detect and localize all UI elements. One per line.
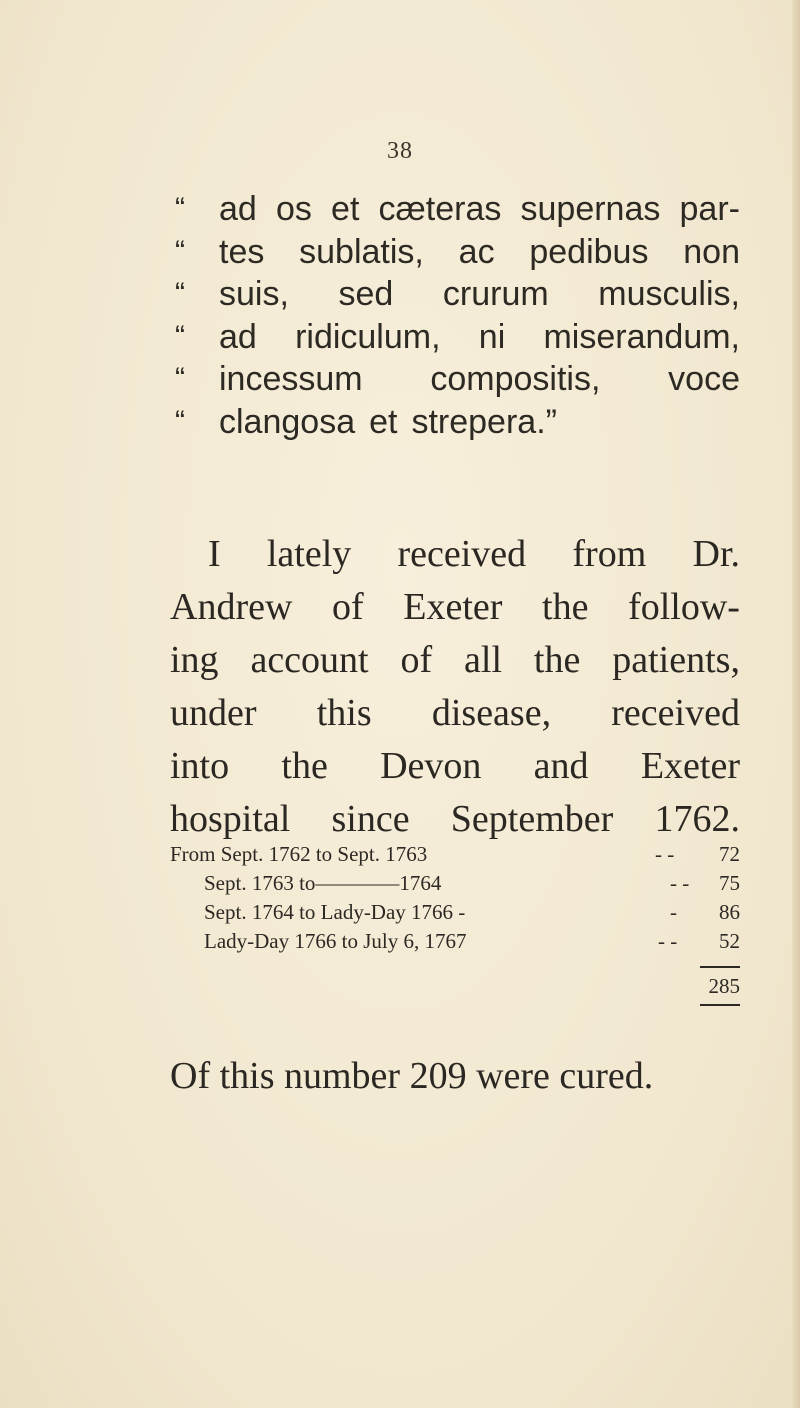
- word: the: [533, 639, 581, 681]
- paragraph-line: [170, 793, 740, 846]
- word: sublatis,: [299, 232, 424, 271]
- word: hospital: [170, 798, 291, 840]
- quote-mark: “: [175, 404, 185, 438]
- word: patients,: [612, 639, 740, 681]
- word: since: [331, 798, 410, 840]
- word: ad: [219, 190, 257, 228]
- account-period: Sept. 1764 to Lady-Day 1766 -: [204, 900, 466, 924]
- word: of: [400, 639, 433, 681]
- quote-line: [175, 401, 740, 444]
- quote-mark: “: [175, 234, 185, 268]
- word: supernas: [520, 190, 661, 228]
- account-count: 75: [719, 871, 740, 895]
- word: crurum: [442, 275, 549, 313]
- word: Exeter: [640, 745, 740, 787]
- quote-text: [219, 231, 740, 274]
- account-period: From Sept. 1762 to Sept. 1763: [170, 842, 428, 866]
- paragraph-line: [170, 581, 740, 634]
- word: of: [332, 586, 364, 628]
- word: strepera.”: [411, 402, 557, 441]
- word: ridiculum,: [295, 317, 441, 356]
- word: this: [316, 692, 372, 734]
- word: received: [397, 533, 527, 575]
- paragraph-line: [170, 634, 740, 687]
- account-period: Lady-Day 1766 to July 6, 1767: [204, 929, 467, 953]
- word: non: [683, 232, 740, 271]
- word: under: [170, 692, 257, 734]
- account-row: [170, 898, 740, 927]
- word: sed: [338, 275, 394, 313]
- quote-mark: “: [175, 192, 185, 225]
- word: Exeter: [403, 586, 503, 628]
- account-dashes: -: [670, 900, 677, 924]
- quote-mark: “: [175, 362, 185, 395]
- word: os: [275, 190, 312, 228]
- account-row: [170, 840, 740, 869]
- word: et: [369, 402, 398, 441]
- word: ac: [458, 232, 495, 271]
- word: et: [331, 190, 360, 228]
- word: musculis,: [598, 275, 740, 313]
- paragraph-line: [170, 687, 740, 740]
- word: ad: [219, 317, 257, 356]
- account-count: 52: [719, 929, 740, 953]
- word: clangosa: [219, 402, 356, 441]
- word: compositis,: [430, 360, 601, 398]
- word: into: [170, 745, 230, 787]
- word: Devon: [380, 745, 482, 787]
- account-count: 72: [719, 842, 740, 866]
- quote-line: [175, 273, 740, 316]
- word: follow-: [628, 586, 740, 628]
- word: ing: [170, 639, 219, 681]
- page-number: 38: [387, 138, 413, 164]
- total-rule: [700, 966, 740, 968]
- paragraph-line: [170, 528, 740, 581]
- word: disease,: [431, 692, 552, 734]
- summary-line: Of this number 209 were cured.: [170, 1055, 654, 1097]
- account-row: [170, 869, 740, 898]
- total-rule: [700, 1004, 740, 1006]
- latin-quotation: [175, 188, 740, 443]
- word: received: [611, 692, 740, 734]
- word: from: [572, 533, 647, 575]
- account-period: Sept. 1763 to————1764: [204, 871, 442, 895]
- word: suis,: [219, 275, 289, 313]
- word: the: [542, 586, 589, 628]
- word: Andrew: [170, 586, 293, 628]
- quote-line: [175, 231, 740, 274]
- quote-text: [219, 273, 740, 316]
- word: tes: [219, 232, 265, 271]
- patient-account-table: [170, 840, 740, 1000]
- quote-line: [175, 188, 740, 231]
- word: I: [208, 533, 221, 575]
- paragraph-line: [170, 740, 740, 793]
- word: pedibus: [529, 232, 649, 271]
- account-dashes: - -: [658, 929, 678, 953]
- quote-text: [219, 358, 740, 401]
- quote-line: [175, 316, 740, 359]
- word: account: [250, 639, 369, 681]
- account-count: 86: [719, 900, 740, 924]
- word: lately: [266, 533, 352, 575]
- account-dashes: - -: [655, 842, 675, 866]
- word: ni: [478, 317, 506, 356]
- quote-mark: “: [175, 277, 185, 310]
- word: Dr.: [692, 533, 740, 575]
- word: voce: [668, 360, 740, 398]
- word: incessum: [219, 360, 363, 398]
- quote-text: [219, 188, 740, 231]
- quote-text: [219, 316, 740, 359]
- account-dashes: - -: [670, 871, 690, 895]
- account-total-row: [170, 956, 740, 1000]
- word: cæteras: [378, 190, 502, 228]
- account-total: 285: [708, 974, 740, 998]
- page-edge: [792, 0, 800, 1408]
- quote-text: [219, 401, 740, 444]
- word: all: [464, 639, 503, 681]
- word: 1762.: [654, 798, 740, 840]
- body-paragraph: [170, 528, 740, 846]
- quote-mark: “: [175, 319, 185, 353]
- word: and: [533, 745, 589, 787]
- word: par-: [679, 190, 740, 228]
- word: miserandum,: [543, 317, 740, 356]
- quote-line: [175, 358, 740, 401]
- word: September: [450, 798, 614, 840]
- word: the: [281, 745, 328, 787]
- account-row: [170, 927, 740, 956]
